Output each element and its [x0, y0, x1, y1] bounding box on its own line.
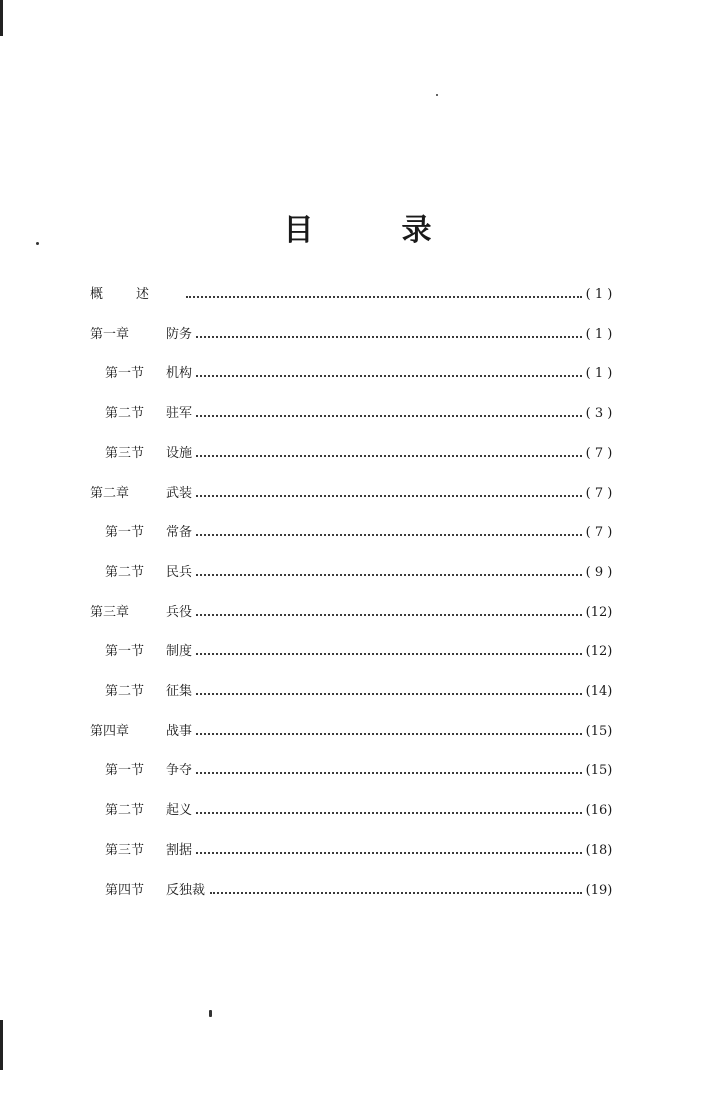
page-number: ( 7 ) — [585, 525, 613, 540]
toc-entry-title: 设施 — [166, 446, 193, 461]
toc-entry-title: 割据 — [166, 843, 193, 858]
toc-entry-title: 起义 — [166, 803, 193, 818]
dot-leader — [196, 812, 582, 814]
dot-leader — [196, 614, 582, 616]
toc-entry-title: 防务 — [166, 327, 193, 342]
dot-leader — [196, 534, 582, 536]
toc-entry-title: 民兵 — [166, 565, 193, 580]
toc-entry-title: 征集 — [166, 684, 193, 699]
dot-leader — [196, 733, 582, 735]
page-number: (12) — [585, 605, 613, 620]
toc-entry-title: 反独裁 — [166, 883, 206, 898]
page-title — [0, 205, 715, 249]
toc-row — [0, 474, 715, 514]
section-number: 第四节 — [105, 883, 145, 898]
section-number: 第二节 — [105, 406, 145, 421]
page-number: (16) — [585, 803, 613, 818]
page-number: ( 1 ) — [585, 366, 613, 381]
toc-row — [0, 831, 715, 871]
toc-row — [0, 354, 715, 394]
page-number: ( 1 ) — [585, 327, 613, 342]
toc-row — [0, 315, 715, 355]
dot-leader — [196, 693, 582, 695]
toc-row — [0, 632, 715, 672]
page-number: (14) — [585, 684, 613, 699]
toc-entry-title: 战事 — [166, 724, 193, 739]
page-number: ( 3 ) — [585, 406, 613, 421]
page-number: ( 7 ) — [585, 446, 613, 461]
toc-row — [0, 791, 715, 831]
toc-entry-title: 争夺 — [166, 763, 193, 778]
scan-edge-mark-top — [0, 0, 3, 36]
dot-leader — [196, 336, 582, 338]
chapter-number: 第四章 — [90, 724, 130, 739]
toc-entry-title: 常备 — [166, 525, 193, 540]
toc-row — [0, 871, 715, 911]
dot-leader — [196, 852, 582, 854]
toc-entry-title: 制度 — [166, 644, 193, 659]
toc-row — [0, 553, 715, 593]
dot-leader — [196, 455, 582, 457]
section-number: 第一节 — [105, 644, 145, 659]
page-number: ( 1 ) — [585, 287, 613, 302]
dot-leader — [210, 892, 582, 894]
section-number: 第一节 — [105, 366, 145, 381]
dot-leader — [196, 653, 582, 655]
section-number: 第一节 — [105, 525, 145, 540]
toc-row — [0, 513, 715, 553]
dot-leader — [186, 296, 582, 298]
chapter-number: 第三章 — [90, 605, 130, 620]
section-number: 第三节 — [105, 446, 145, 461]
toc-row — [0, 434, 715, 474]
toc-row — [0, 751, 715, 791]
toc-row — [0, 275, 715, 315]
page-number: ( 7 ) — [585, 486, 613, 501]
chapter-number: 第二章 — [90, 486, 130, 501]
page-number: ( 9 ) — [585, 565, 613, 580]
chapter-number: 第一章 — [90, 327, 130, 342]
page-number: (15) — [585, 724, 613, 739]
section-number: 第二节 — [105, 684, 145, 699]
title-char-1: 目 — [283, 213, 314, 248]
dot-leader — [196, 375, 582, 377]
toc-entry-title: 驻军 — [166, 406, 193, 421]
toc-entry-title: 兵役 — [166, 605, 193, 620]
toc-row — [0, 712, 715, 752]
page-number: (19) — [585, 883, 613, 898]
scan-speck — [436, 94, 438, 96]
dot-leader — [196, 495, 582, 497]
dot-leader — [196, 415, 582, 417]
page-number: (18) — [585, 843, 613, 858]
section-number: 第二节 — [105, 803, 145, 818]
section-number: 第二节 — [105, 565, 145, 580]
toc-row — [0, 593, 715, 633]
page-number: (12) — [585, 644, 613, 659]
toc-row — [0, 672, 715, 712]
overview-label: 概 述 — [90, 287, 160, 302]
dot-leader — [196, 574, 582, 576]
page-number: (15) — [585, 763, 613, 778]
scan-edge-mark-bottom — [0, 1020, 3, 1070]
toc-entry-title: 机构 — [166, 366, 193, 381]
toc-row — [0, 394, 715, 434]
section-number: 第三节 — [105, 843, 145, 858]
section-number: 第一节 — [105, 763, 145, 778]
toc-entry-title: 武装 — [166, 486, 193, 501]
dot-leader — [196, 772, 582, 774]
title-char-2: 录 — [401, 213, 432, 248]
scan-speck — [209, 1010, 212, 1017]
